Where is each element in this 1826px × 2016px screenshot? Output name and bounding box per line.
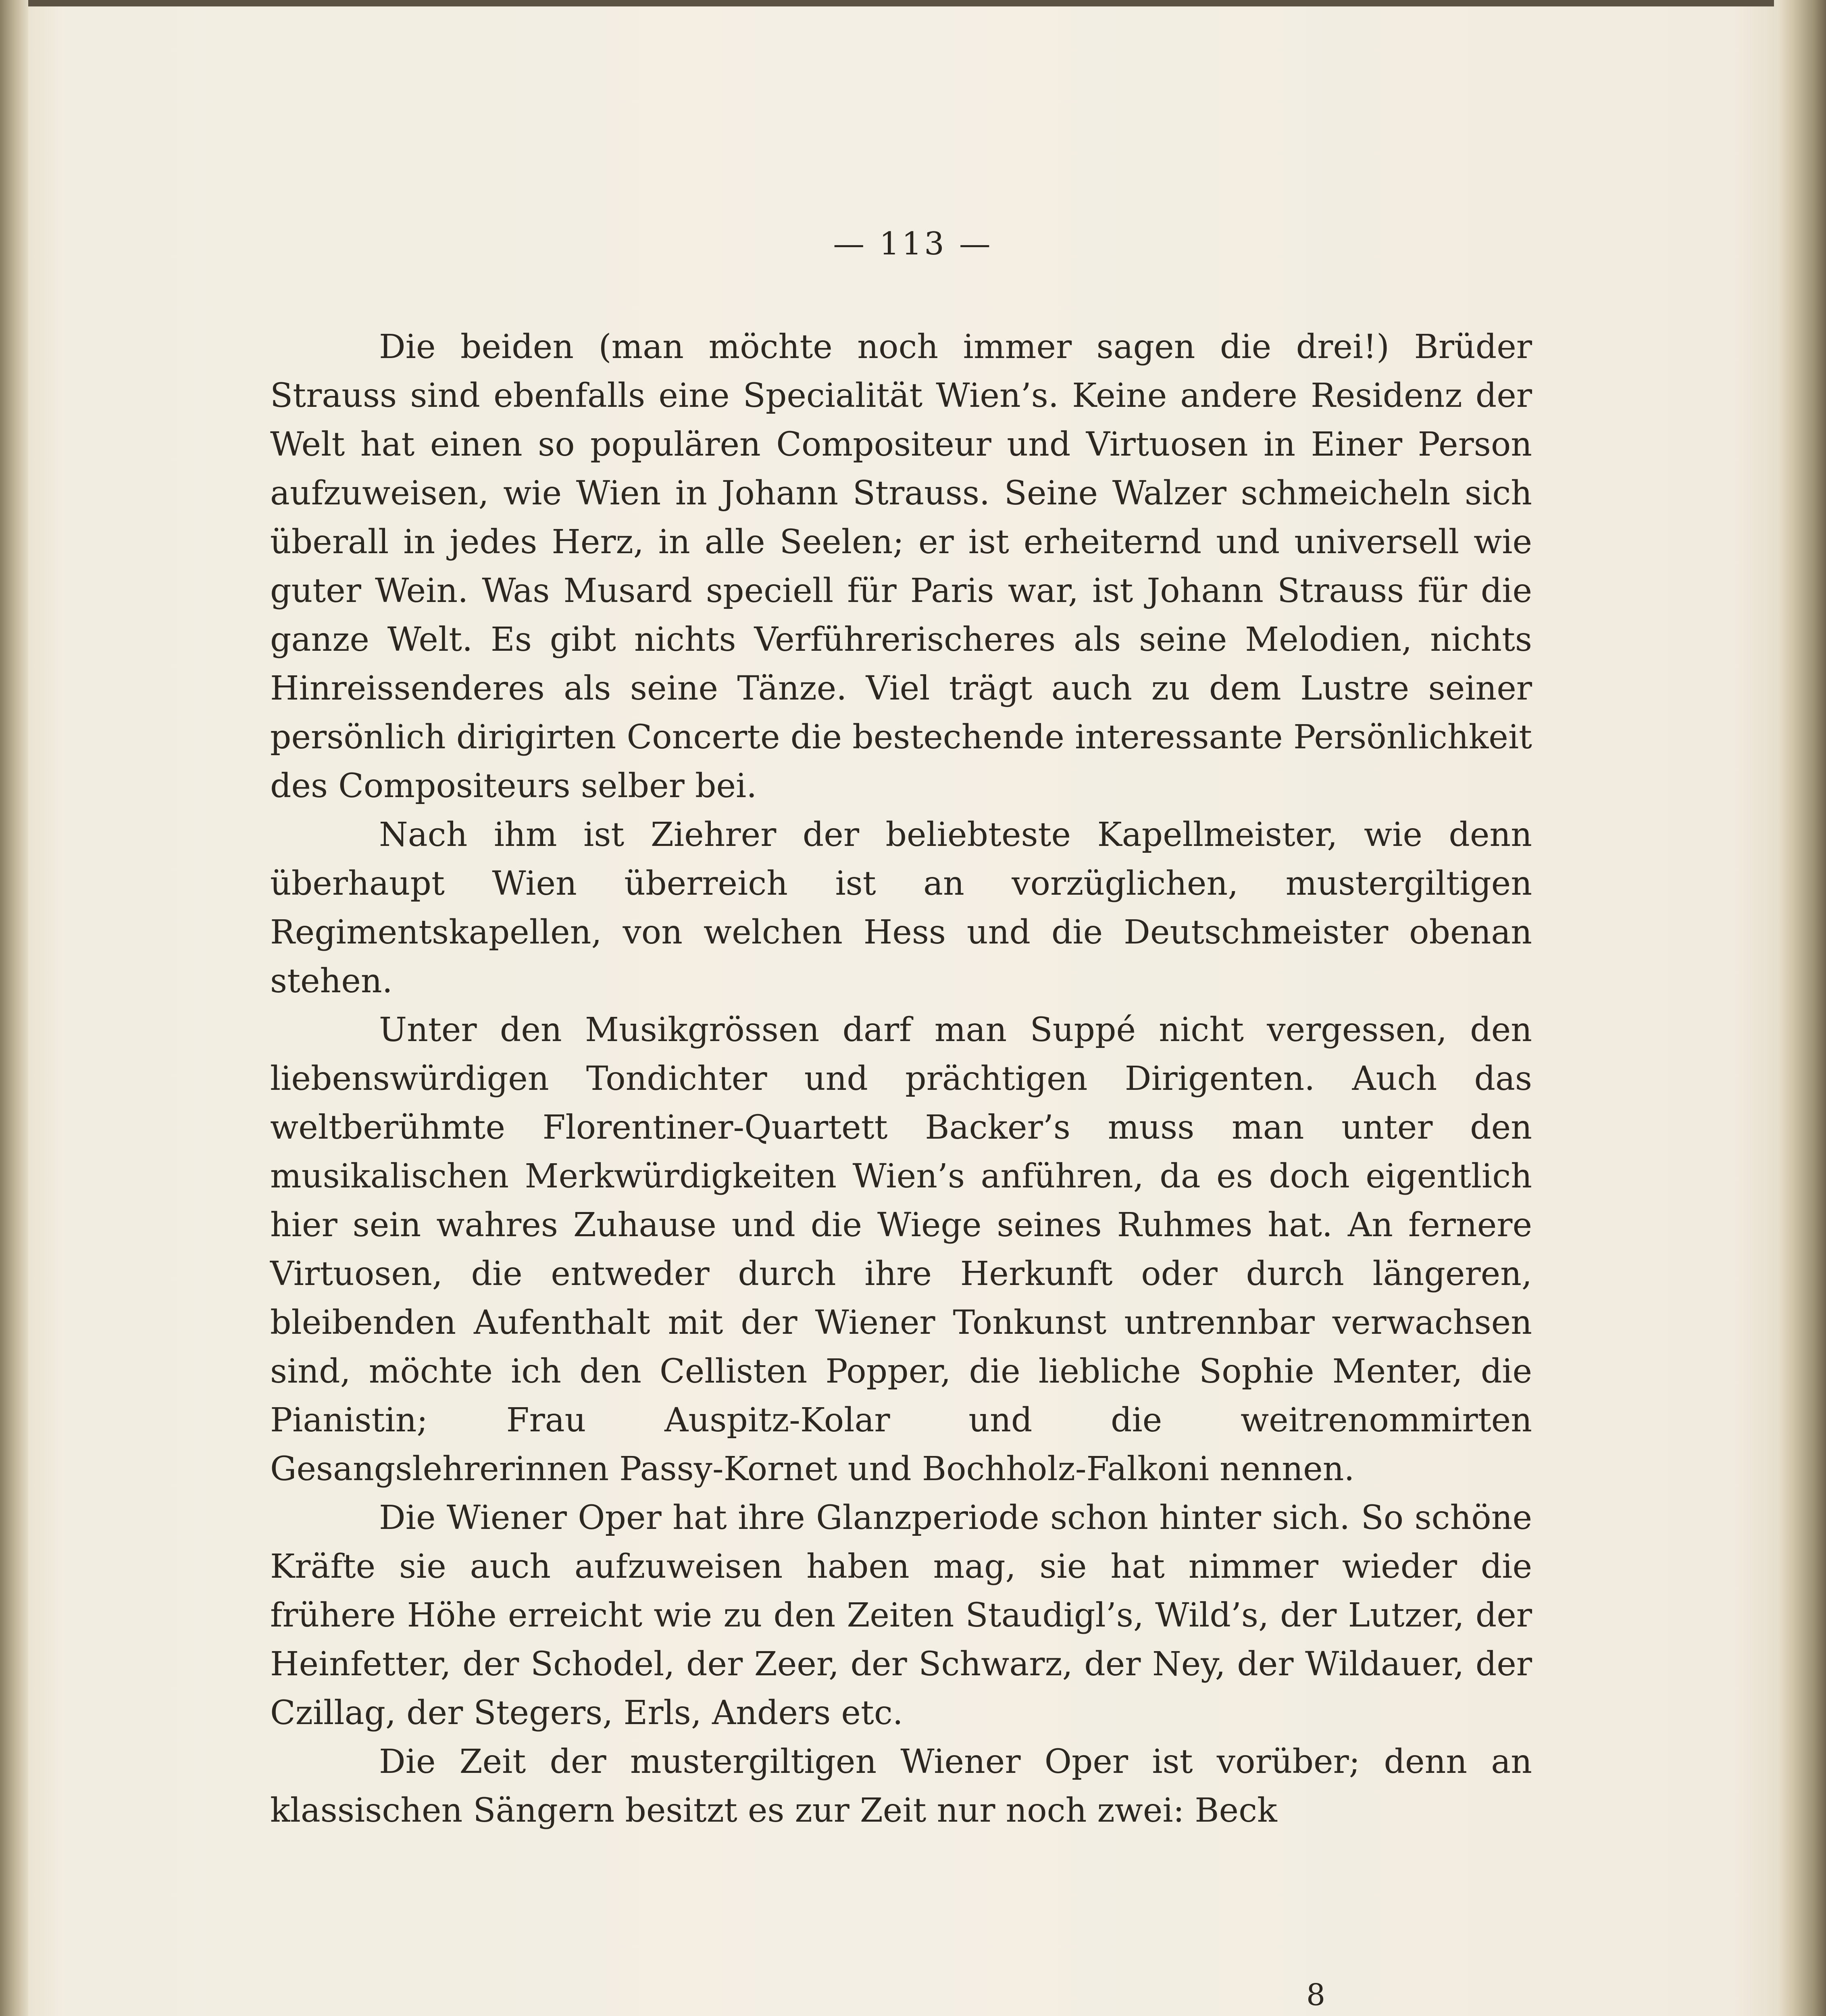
page-top-edge [0,0,1774,6]
book-binding-left [0,0,28,2016]
signature-mark: 8 [1306,1978,1326,2012]
paragraph: Die beiden (man möchte noch immer sagen die drei!) Brüder Strauss sind ebenfalls eine Specialität Wien’s. Keine andere Residenz der Welt hat einen so populären Compositeur und Virtuosen in Einer Person aufzuweisen, wie Wien in Johann Strauss. Seine Walzer schmeicheln sich überall in jedes Herz, in alle Seelen; er ist erheiternd und universell wie guter Wein. Was Musard speciell für Paris war, ist Johann Strauss für die ganze Welt. Es gibt nichts Verführerischeres als seine Melodien, nichts Hinreissenderes als seine Tänze. Viel trägt auch zu dem Lustre seiner persönlich dirigirten Concerte die bestechende interessante Persönlichkeit des Compositeurs selber bei. [270,328,1532,805]
page-number: — 113 — [833,226,993,262]
book-binding-right [1778,0,1826,2016]
paragraph: Die Zeit der mustergiltigen Wiener Oper ist vorüber; denn an klassischen Sängern besitzt es zur Zeit nur noch zwei: Beck [270,1743,1532,1830]
paragraph: Unter den Musikgrössen darf man Suppé nicht vergessen, den liebenswürdigen Tondichter und prächtigen Dirigenten. Auch das weltberühmte Florentiner-Quartett Backer’s muss man unter den musikalischen Merkwürdigkeiten Wien’s anführen, da es doch eigentlich hier sein wahres Zuhause und die Wiege seines Ruhmes hat. An fernere Virtuosen, die entweder durch ihre Herkunft oder durch längeren, bleibenden Aufenthalt mit der Wiener Tonkunst untrennbar verwachsen sind, möchte ich den Cellisten Popper, die liebliche Sophie Menter, die Pianistin; Frau Auspitz-Kolar und die weitrenommirten Gesangslehrerinnen Passy-Kornet und Bochholz-Falkoni nennen. [270,1011,1532,1488]
body-text [270,323,1532,1835]
paragraph: Die Wiener Oper hat ihre Glanzperiode schon hinter sich. So schöne Kräfte sie auch aufzuweisen haben mag, sie hat nimmer wieder die frühere Höhe erreicht wie zu den Zeiten Staudigl’s, Wild’s, der Lutzer, der Heinfetter, der Schodel, der Zeer, der Schwarz, der Ney, der Wildauer, der Czillag, der Stegers, Erls, Anders etc. [270,1499,1532,1732]
paragraph: Nach ihm ist Ziehrer der beliebteste Kapellmeister, wie denn überhaupt Wien überreich ist an vorzüglichen, mustergiltigen Regimentskapellen, von welchen Hess und die Deutschmeister obenan stehen. [270,816,1532,1000]
